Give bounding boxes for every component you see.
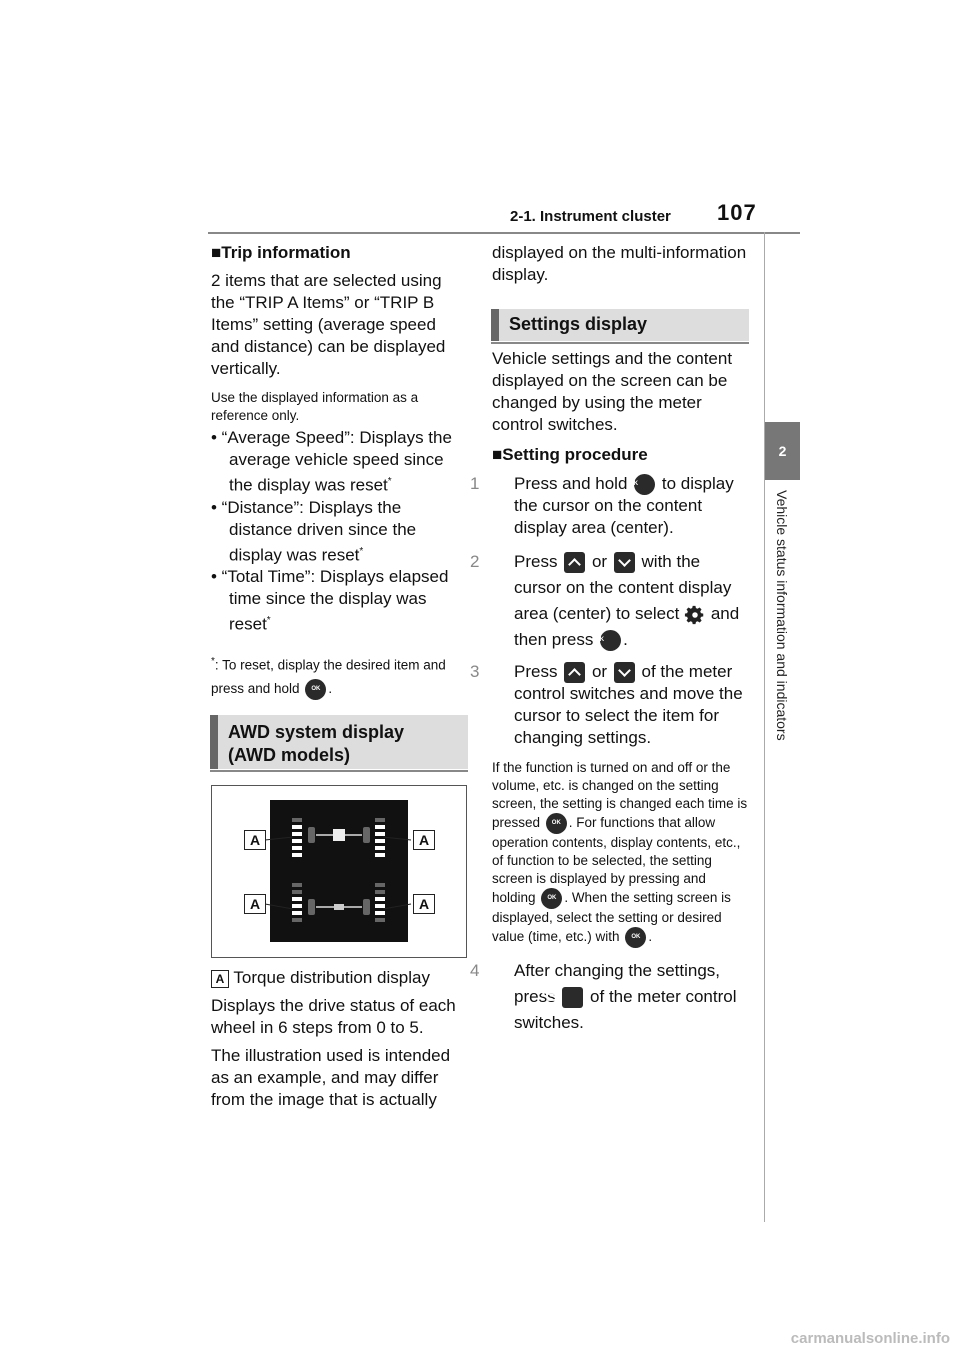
ok-button-icon: OK bbox=[634, 474, 655, 495]
bullet-list bbox=[211, 427, 466, 636]
up-arrow-icon bbox=[564, 552, 585, 573]
step-text: Press and hold bbox=[514, 474, 628, 493]
step-text: to display the cursor on the content display area (center). bbox=[514, 474, 734, 538]
step-3 bbox=[470, 661, 750, 749]
down-arrow-icon bbox=[614, 552, 635, 573]
note-text: . For functions that allow operation contents, display contents, etc., of function to be selected, the setting screen is displayed by pressing and holding bbox=[492, 815, 741, 906]
ok-button-icon: OK bbox=[305, 679, 326, 700]
awd-heading-line2: (AWD models) bbox=[228, 745, 351, 765]
step-text: After changing the settings, press bbox=[514, 961, 721, 1007]
side-divider bbox=[764, 232, 765, 1222]
note-text: . When the setting screen is displayed, select the setting or desired value (time, etc.) with bbox=[492, 890, 731, 945]
chapter-tab: 2 bbox=[765, 422, 800, 480]
footnote-mark: * bbox=[387, 476, 392, 487]
figure-label-a: A bbox=[413, 830, 435, 850]
figure-label-a: A bbox=[413, 894, 435, 914]
step-number: 3 bbox=[470, 662, 480, 682]
procedure-heading: ■Setting procedure bbox=[492, 445, 648, 464]
watermark: carmanualsonline.info bbox=[790, 1330, 950, 1347]
settings-body: Vehicle settings and the content displayed on the screen can be changed by using the meter control switches. bbox=[492, 349, 733, 434]
step-text: or bbox=[591, 662, 608, 682]
page-number: 107 bbox=[717, 200, 757, 225]
ok-button-icon: OK bbox=[546, 813, 567, 834]
step-number: 1 bbox=[470, 474, 480, 493]
awd-legend bbox=[211, 967, 466, 1111]
step-text: with the cursor on the content display area (center) to select bbox=[514, 552, 732, 624]
header-rule bbox=[208, 232, 800, 234]
up-arrow-icon bbox=[564, 662, 585, 683]
down-arrow-icon bbox=[614, 662, 635, 683]
figure-label-a: A bbox=[244, 830, 266, 850]
step-text: Press bbox=[514, 552, 558, 572]
list-item bbox=[211, 497, 466, 567]
step-4 bbox=[470, 958, 750, 1036]
legend-row bbox=[211, 967, 466, 989]
footnote bbox=[211, 650, 466, 702]
settings-section-heading: Settings display bbox=[491, 309, 749, 341]
step-number: 2 bbox=[470, 552, 480, 572]
trip-body: 2 items that are selected using the “TRIP A Items” or “TRIP B Items” setting (average speed and distance) can be displayed vertically. bbox=[211, 271, 446, 378]
back-icon bbox=[562, 987, 583, 1008]
section-title: 2-1. Instrument cluster bbox=[510, 208, 671, 225]
ok-button-icon: OK bbox=[625, 927, 646, 948]
list-item bbox=[211, 566, 466, 636]
step-2 bbox=[470, 549, 750, 653]
step-1 bbox=[470, 473, 750, 539]
footnote-end: . bbox=[328, 681, 333, 697]
ok-button-icon: OK bbox=[541, 888, 562, 909]
footnote-mark: * bbox=[211, 655, 215, 667]
bullet-text: • “Average Speed”: Displays the average vehicle speed since the display was reset bbox=[211, 428, 452, 495]
step-number: 4 bbox=[470, 961, 480, 981]
awd-paragraph-2: The illustration used is intended as an example, and may differ from the image that is actually bbox=[211, 1046, 451, 1109]
ok-button-icon: OK bbox=[600, 630, 621, 651]
figure-label-a: A bbox=[244, 894, 266, 914]
settings-note bbox=[492, 759, 750, 948]
continuation-text: displayed on the multi-information display. bbox=[492, 243, 747, 284]
trip-heading: ■Trip information bbox=[211, 243, 351, 262]
awd-paragraph-1: Displays the drive status of each wheel in 6 steps from 0 to 5. bbox=[211, 996, 456, 1037]
footnote-text: : To reset, display the desired item and press and hold bbox=[211, 657, 446, 697]
list-item bbox=[211, 427, 466, 497]
awd-heading-line1: AWD system display bbox=[228, 722, 405, 742]
bullet-text: • “Total Time”: Displays elapsed time since the display was reset bbox=[211, 567, 449, 634]
step-text: of the meter control switches. bbox=[514, 987, 737, 1033]
legend-text: Torque distribution display bbox=[233, 968, 430, 987]
note-text: If the function is turned on and off or the volume, etc. is changed on the setting screen, the setting is changed each time is pressed bbox=[492, 760, 748, 831]
gear-icon bbox=[684, 604, 706, 626]
note-text: . bbox=[648, 929, 653, 945]
right-column bbox=[470, 348, 750, 1036]
step-text: of the meter control switches and move the cursor to select the item for changing settings. bbox=[514, 662, 743, 748]
awd-section-heading bbox=[210, 715, 468, 769]
footnote-mark: * bbox=[266, 615, 271, 627]
step-text: Press bbox=[514, 662, 558, 682]
footnote-mark: * bbox=[359, 545, 364, 557]
bullet-text: • “Distance”: Displays the distance driven since the display was reset bbox=[211, 497, 417, 565]
trip-note: Use the displayed information as a reference only. bbox=[211, 390, 419, 423]
figure-leaders bbox=[211, 785, 467, 958]
back-arrow-glyph bbox=[540, 987, 561, 1008]
step-text: . bbox=[623, 630, 628, 650]
legend-label-a: A bbox=[211, 970, 229, 988]
chapter-title: Vehicle status information and indicators bbox=[774, 490, 790, 741]
step-text: and then press bbox=[514, 604, 740, 650]
left-column bbox=[211, 242, 466, 701]
step-text: or bbox=[591, 552, 608, 572]
